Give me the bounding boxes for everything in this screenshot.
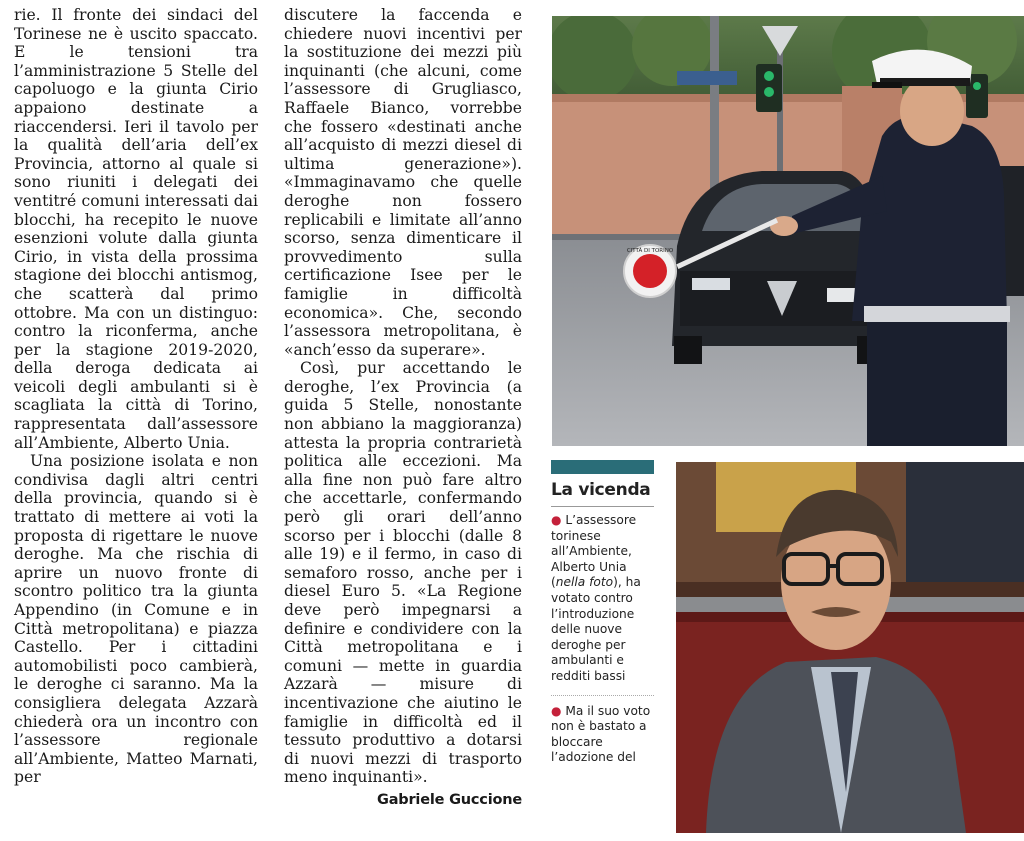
sidebar-item-2-text: Ma il suo voto non è bastato a bloccare l’adozione del [551,703,651,765]
sidebar-item-1-text-a: L’assessore torinese all’Ambiente, Alberto Unia ( [551,513,637,590]
article-column-2 [284,6,522,810]
sidebar-item-2 [551,704,654,766]
bullet-icon: ● [551,703,562,718]
sidebar-separator [551,695,654,696]
sidebar-divider [551,506,654,507]
sidebar-title: La vicenda [551,480,651,500]
sidebar-la-vicenda [551,460,654,766]
byline: Gabriele Guccione [377,791,522,808]
article-paragraph: rie. Il fronte dei sindaci del Torinese ne è uscito spaccato. E le tensioni tra l’amministrazione 5 Stelle del capoluogo e la giunta Cirio appaiono destinate a riaccendersi. Ieri il tavolo per la qualità dell’aria dell’ex Provincia, attorno al quale si sono riuniti i delegati dei ventitré comuni interessati dai blocchi, ha recepito le nuove esenzioni volute dalla giunta Cirio, in vista della prossima stagione dei blocchi antismog, che scatterà dal primo ottobre. Ma con un distinguo: contro la riconferma, anche per la stagione 2019-2020, della deroga dedicata ai veicoli degli ambulanti si è scagliata la città di Torino, rappresentata dall’assessore all’Ambiente, Alberto Unia. [14,6,258,452]
sidebar-accent-bar [551,460,654,474]
portrait-illustration [676,462,1024,833]
traffic-police-illustration [552,16,1024,446]
article-paragraph: Così, pur accettando le deroghe, l’ex Provincia (a guida 5 Stelle, nonostante non abbiano la maggioranza) attesta la propria contrarietà politica alle eccezioni. Ma alla fine non può fare altro che accettarle, confermando però gli orari dell’anno scorso per i blocchi (dalle 8 alle 19) e il fermo, in caso di semaforo rosso, anche per i diesel Euro 5. «La Regione deve però impegnarsi a definire e condividere con la Città metropolitana e i comuni — mette in guardia Azzarà — misure di incentivazione che aiutino le famiglie in difficoltà ed il tessuto produttivo a dotarsi di nuovi mezzi di trasporto meno inquinanti». [284,359,522,787]
alberto-unia-photo [676,462,1024,833]
sidebar-item-1-text-b: ), ha votato contro l’introduzione delle nuove deroghe per ambulanti e redditi bassi [551,575,641,683]
article-paragraph: discutere la faccenda e chiedere nuovi incentivi per la sostituzione dei mezzi più inquinanti (che alcuni, come l’assessore di Grugliasco, Raffaele Bianco, vorrebbe che fossero «destinati anche all’acquisto di mezzi diesel di ultima generazione»). «Immaginavamo che quelle deroghe non fossero replicabili e limitate all’anno scorso, senza dimenticare il provvedimento sulla certificazione Isee per le famiglie in difficoltà economica». Che, secondo l’assessora metropolitana, è «anch’esso da superare». [284,6,522,359]
sidebar-item-1 [551,513,654,685]
article-column-1 [14,6,258,787]
article-paragraph: Una posizione isolata e non condivisa dagli altri centri della provincia, quando si è trattato di mettere ai voti la proposta di rigettare le nuove deroghe. Ma che rischia di aprire un nuovo fronte di scontro politico tra la giunta Appendino (in Comune e in Città metropolitana) e piazza Castello. Per i cittadini automobilisti poco cambierà, le deroghe ci saranno. Ma la consigliera delegata Azzarà chiederà ora un incontro con l’assessore regionale all’Ambiente, Matteo Marnati, per [14,452,258,787]
sidebar-item-1-italic: nella foto [555,575,614,590]
paddle-sign-text: CITTÀ DI TORINO [626,248,674,254]
bullet-icon: ● [551,513,562,527]
traffic-police-photo [552,16,1024,446]
